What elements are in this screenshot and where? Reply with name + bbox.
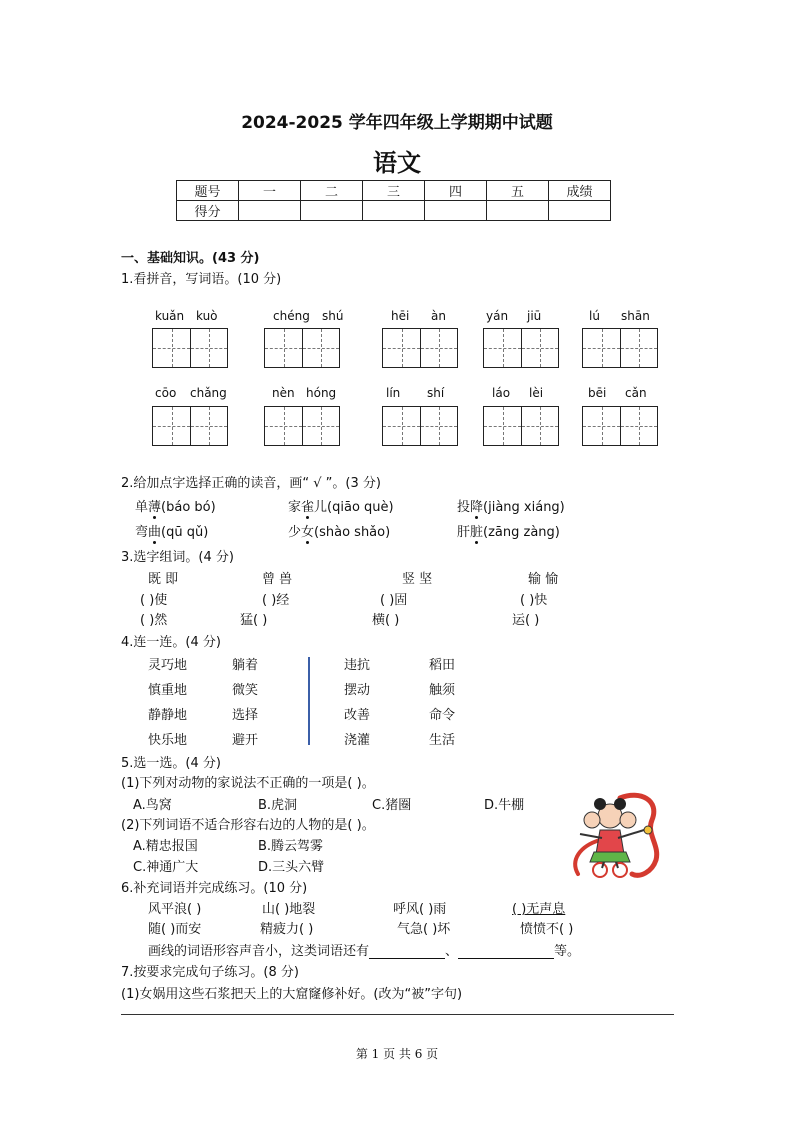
char-pair: 竖 坚 [402,572,433,587]
writing-grid[interactable] [382,328,458,368]
writing-grid[interactable] [582,406,658,446]
match-item[interactable]: 躺着 [232,658,259,673]
match-item[interactable]: 慎重地 [148,683,188,698]
writing-grid[interactable] [264,328,340,368]
score-table [176,180,611,221]
match-item[interactable]: 稻田 [429,658,456,673]
match-item[interactable]: 摆动 [344,683,371,698]
question-5-title: 5.选一选。(4 分) [121,756,221,771]
score-cell: 三 [363,181,425,201]
pinyin: láo [492,386,511,400]
nezha-illustration [560,790,670,882]
answer-blank[interactable] [458,943,554,959]
idiom-blank[interactable]: 愤愤不( ) [520,922,574,937]
score-input-cell[interactable] [363,201,425,221]
match-item[interactable]: 微笑 [232,683,259,698]
question-3-title: 3.选字组词。(4 分) [121,550,234,565]
match-item[interactable]: 避开 [232,733,259,748]
pinyin: nèn [272,386,295,400]
question-5-1: (1)下列对动物的家说法不正确的一项是( )。 [121,776,375,791]
option[interactable]: D.三头六臂 [258,860,325,875]
word-blank[interactable]: ( )经 [262,593,290,608]
option[interactable]: C.神通广大 [133,860,199,875]
option[interactable]: A.精忠报国 [133,839,198,854]
match-item[interactable]: 改善 [344,708,371,723]
word-blank[interactable]: ( )固 [380,593,408,608]
pinyin: cōo [155,386,177,400]
char-pair: 既 即 [148,572,179,587]
score-cell: 得分 [177,201,239,221]
question-5-2: (2)下列词语不适合形容右边的人物的是( )。 [121,818,375,833]
score-table-score-row [177,201,611,221]
score-input-cell[interactable] [425,201,487,221]
pinyin: kuǎn [155,309,185,323]
char-pair: 输 愉 [528,572,559,587]
reading-item[interactable]: 弯曲(qū qǔ) [135,525,209,540]
word-blank[interactable]: ( )快 [520,593,548,608]
idiom-blank[interactable]: 精疲力( ) [260,922,314,937]
match-item[interactable]: 触须 [429,683,456,698]
word-blank[interactable]: ( )然 [140,613,168,628]
question-6-note: 画线的词语形容声音小，这类词语还有 、 等。 [148,944,581,959]
question-4-title: 4.连一连。(4 分) [121,635,221,650]
writing-grid[interactable] [264,406,340,446]
match-item[interactable]: 快乐地 [148,733,188,748]
score-table-header-row [177,181,611,201]
score-input-cell[interactable] [549,201,611,221]
score-cell: 一 [239,181,301,201]
option[interactable]: B.虎洞 [258,798,298,813]
divider-line [308,657,310,745]
pinyin: hēi [391,309,410,323]
idiom-blank-underlined[interactable]: ( )无声息 [512,902,566,917]
option[interactable]: D.牛棚 [484,798,525,813]
match-item[interactable]: 灵巧地 [148,658,188,673]
pinyin: yán [486,309,509,323]
match-item[interactable]: 违抗 [344,658,371,673]
answer-blank[interactable] [369,943,445,959]
exam-title: 2024-2025 学年四年级上学期期中试题 [241,113,553,133]
pinyin: chǎng [190,386,227,400]
word-blank[interactable]: 猛( ) [240,613,268,628]
pinyin: kuò [196,309,218,323]
writing-grid[interactable] [382,406,458,446]
pinyin: cǎn [625,386,647,400]
subject-title: 语文 [373,149,421,177]
match-item[interactable]: 生活 [429,733,456,748]
pinyin: àn [431,309,446,323]
section-heading: 一、基础知识。(43 分) [121,251,260,266]
question-1-title: 1.看拼音，写词语。(10 分) [121,272,282,287]
score-input-cell[interactable] [301,201,363,221]
pinyin: lèi [529,386,544,400]
page-footer: 第 1 页 共 6 页 [355,1047,439,1061]
score-cell: 成绩 [549,181,611,201]
writing-grid[interactable] [483,406,559,446]
word-blank[interactable]: ( )使 [140,593,168,608]
reading-item[interactable]: 家雀儿(qiāo què) [288,500,394,515]
pinyin: bēi [588,386,607,400]
option[interactable]: B.腾云驾雾 [258,839,324,854]
pinyin: lín [386,386,401,400]
score-input-cell[interactable] [239,201,301,221]
score-cell: 二 [301,181,363,201]
pinyin: hóng [306,386,337,400]
match-item[interactable]: 命令 [429,708,456,723]
match-item[interactable]: 静静地 [148,708,188,723]
char-pair: 曾 兽 [262,572,293,587]
pinyin: shú [322,309,344,323]
match-item[interactable]: 选择 [232,708,259,723]
reading-item[interactable]: 肝脏(zāng zàng) [457,525,560,540]
reading-item[interactable]: 投降(jiàng xiáng) [457,500,565,515]
question-7-title: 7.按要求完成句子练习。(8 分) [121,965,299,980]
idiom-blank[interactable]: 呼风( )雨 [393,902,447,917]
idiom-blank[interactable]: 风平浪( ) [148,902,202,917]
score-cell: 题号 [177,181,239,201]
question-6-title: 6.补充词语并完成练习。(10 分) [121,881,308,896]
writing-grid[interactable] [152,328,228,368]
writing-grid[interactable] [152,406,228,446]
idiom-blank[interactable]: 山( )地裂 [262,902,316,917]
pinyin: shí [427,386,445,400]
option[interactable]: C.猪圈 [372,798,412,813]
score-cell: 五 [487,181,549,201]
question-2-title: 2.给加点字选择正确的读音，画“ √ ”。(3 分) [121,476,381,491]
answer-line[interactable] [121,1014,674,1015]
reading-item[interactable]: 少女(shào shǎo) [288,525,391,540]
word-blank[interactable]: 运( ) [512,613,540,628]
word-blank[interactable]: 横( ) [372,613,400,628]
pinyin: shān [621,309,650,323]
pinyin: lú [589,309,600,323]
idiom-blank[interactable]: 随( )而安 [148,922,202,937]
pinyin: chéng [273,309,310,323]
idiom-blank[interactable]: 气急( )坏 [397,922,451,937]
reading-item[interactable]: 单薄(báo bó) [135,500,216,515]
writing-grid[interactable] [582,328,658,368]
writing-grid[interactable] [483,328,559,368]
match-item[interactable]: 浇灌 [344,733,371,748]
pinyin: jiū [527,309,542,323]
score-input-cell[interactable] [487,201,549,221]
question-7-1: (1)女娲用这些石浆把天上的大窟窿修补好。(改为“被”字句) [121,987,463,1002]
option[interactable]: A.鸟窝 [133,798,172,813]
score-cell: 四 [425,181,487,201]
